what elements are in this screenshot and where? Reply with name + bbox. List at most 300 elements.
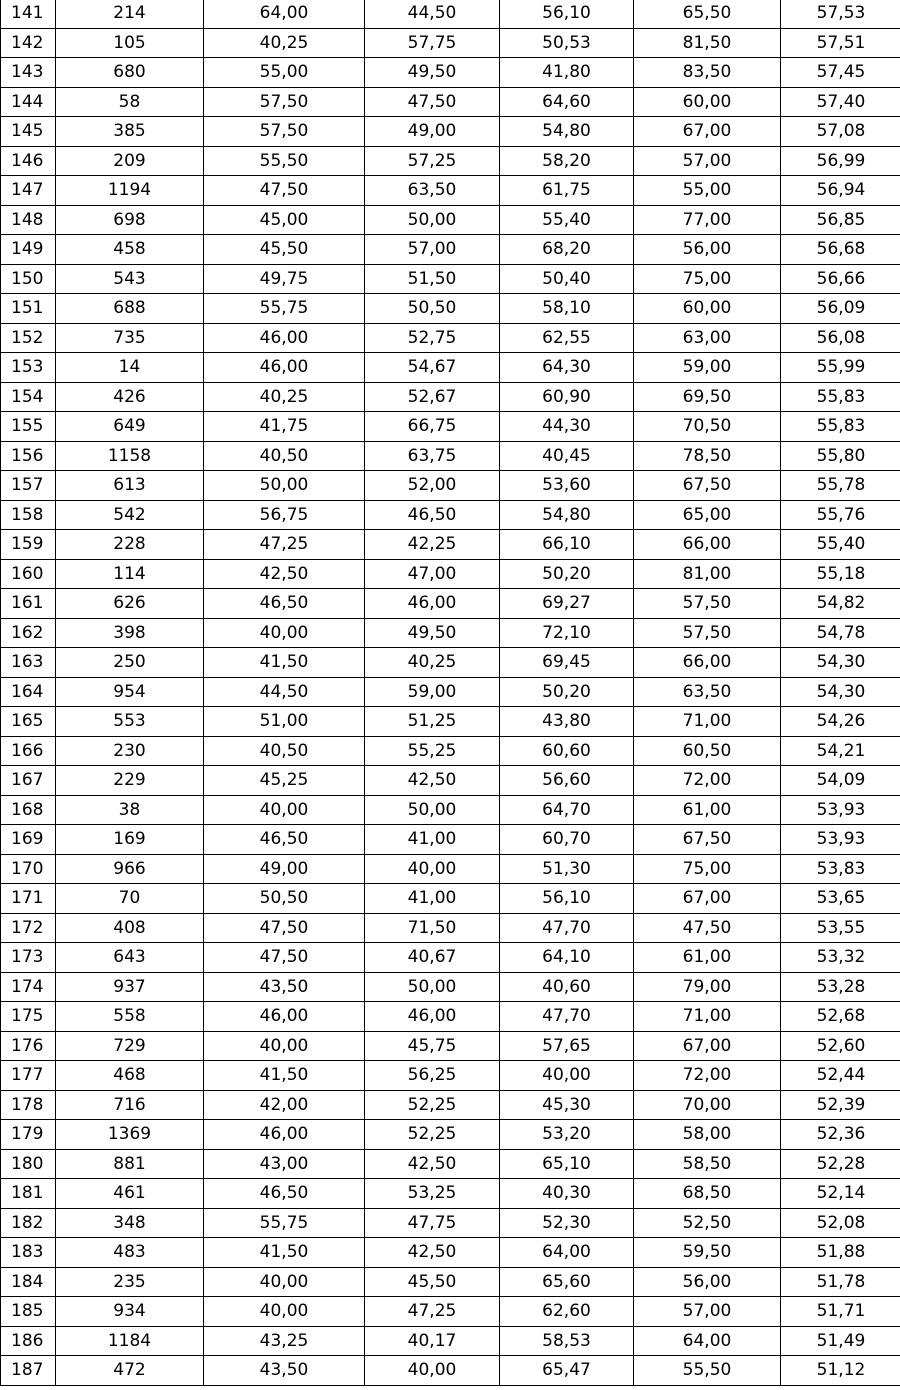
value-cell: 50,00: [365, 795, 500, 825]
table-row: [1, 1031, 900, 1061]
value-cell: 60,70: [500, 825, 634, 855]
value-cell: 65,60: [500, 1267, 634, 1297]
value-cell: 50,20: [500, 559, 634, 589]
value-cell: 72,10: [500, 618, 634, 648]
value-cell: 46,50: [204, 825, 365, 855]
value-cell: 60,50: [634, 736, 781, 766]
row-number-cell: 180: [1, 1149, 56, 1179]
table-row: [1, 235, 900, 265]
value-cell: 58,53: [500, 1326, 634, 1356]
id-cell: 698: [56, 205, 204, 235]
value-cell: 51,00: [204, 707, 365, 737]
value-cell: 59,50: [634, 1238, 781, 1268]
row-number-cell: 184: [1, 1267, 56, 1297]
table-row: [1, 1356, 900, 1386]
average-cell: 56,09: [781, 294, 900, 324]
value-cell: 42,50: [204, 559, 365, 589]
row-number-cell: 183: [1, 1238, 56, 1268]
id-cell: 229: [56, 766, 204, 796]
value-cell: 52,00: [365, 471, 500, 501]
value-cell: 75,00: [634, 264, 781, 294]
table-row: [1, 1297, 900, 1327]
value-cell: 57,50: [634, 589, 781, 619]
value-cell: 56,75: [204, 500, 365, 530]
table-row: [1, 1090, 900, 1120]
value-cell: 56,10: [500, 0, 634, 28]
table-row: [1, 0, 900, 28]
value-cell: 47,75: [365, 1208, 500, 1238]
average-cell: 53,32: [781, 943, 900, 973]
row-number-cell: 164: [1, 677, 56, 707]
average-cell: 52,44: [781, 1061, 900, 1091]
row-number-cell: 155: [1, 412, 56, 442]
table-row: [1, 559, 900, 589]
average-cell: 52,60: [781, 1031, 900, 1061]
value-cell: 64,60: [500, 87, 634, 117]
row-number-cell: 147: [1, 176, 56, 206]
value-cell: 40,30: [500, 1179, 634, 1209]
value-cell: 66,75: [365, 412, 500, 442]
value-cell: 54,67: [365, 353, 500, 383]
value-cell: 46,50: [204, 1179, 365, 1209]
value-cell: 60,00: [634, 87, 781, 117]
value-cell: 40,00: [204, 1297, 365, 1327]
average-cell: 51,71: [781, 1297, 900, 1327]
table-row: [1, 28, 900, 58]
value-cell: 71,50: [365, 913, 500, 943]
value-cell: 40,00: [204, 795, 365, 825]
average-cell: 54,30: [781, 677, 900, 707]
value-cell: 41,00: [365, 825, 500, 855]
value-cell: 42,00: [204, 1090, 365, 1120]
id-cell: 729: [56, 1031, 204, 1061]
row-number-cell: 170: [1, 854, 56, 884]
value-cell: 40,00: [204, 1267, 365, 1297]
value-cell: 55,00: [204, 58, 365, 88]
row-number-cell: 157: [1, 471, 56, 501]
average-cell: 51,78: [781, 1267, 900, 1297]
average-cell: 57,40: [781, 87, 900, 117]
id-cell: 613: [56, 471, 204, 501]
average-cell: 54,82: [781, 589, 900, 619]
value-cell: 71,00: [634, 707, 781, 737]
average-cell: 55,83: [781, 382, 900, 412]
id-cell: 468: [56, 1061, 204, 1091]
value-cell: 55,50: [634, 1356, 781, 1386]
table-row: [1, 471, 900, 501]
id-cell: 1184: [56, 1326, 204, 1356]
value-cell: 56,10: [500, 884, 634, 914]
table-row: [1, 1149, 900, 1179]
value-cell: 67,00: [634, 884, 781, 914]
average-cell: 57,51: [781, 28, 900, 58]
average-cell: 56,99: [781, 146, 900, 176]
value-cell: 54,80: [500, 500, 634, 530]
value-cell: 50,20: [500, 677, 634, 707]
id-cell: 348: [56, 1208, 204, 1238]
id-cell: 105: [56, 28, 204, 58]
row-number-cell: 148: [1, 205, 56, 235]
value-cell: 47,70: [500, 1002, 634, 1032]
value-cell: 63,50: [634, 677, 781, 707]
table-row: [1, 972, 900, 1002]
table-row: [1, 766, 900, 796]
value-cell: 67,00: [634, 117, 781, 147]
id-cell: 966: [56, 854, 204, 884]
value-cell: 69,50: [634, 382, 781, 412]
row-number-cell: 178: [1, 1090, 56, 1120]
row-number-cell: 182: [1, 1208, 56, 1238]
average-cell: 52,39: [781, 1090, 900, 1120]
value-cell: 40,25: [365, 648, 500, 678]
value-cell: 67,00: [634, 1031, 781, 1061]
value-cell: 58,00: [634, 1120, 781, 1150]
value-cell: 41,50: [204, 1061, 365, 1091]
id-cell: 70: [56, 884, 204, 914]
value-cell: 46,00: [204, 1120, 365, 1150]
average-cell: 57,45: [781, 58, 900, 88]
id-cell: 230: [56, 736, 204, 766]
value-cell: 57,50: [634, 618, 781, 648]
value-cell: 62,60: [500, 1297, 634, 1327]
value-cell: 66,00: [634, 530, 781, 560]
value-cell: 58,20: [500, 146, 634, 176]
id-cell: 114: [56, 559, 204, 589]
table-row: [1, 412, 900, 442]
row-number-cell: 169: [1, 825, 56, 855]
id-cell: 643: [56, 943, 204, 973]
id-cell: 688: [56, 294, 204, 324]
value-cell: 56,25: [365, 1061, 500, 1091]
value-cell: 64,00: [634, 1326, 781, 1356]
row-number-cell: 175: [1, 1002, 56, 1032]
row-number-cell: 172: [1, 913, 56, 943]
value-cell: 40,00: [365, 1356, 500, 1386]
value-cell: 70,00: [634, 1090, 781, 1120]
value-cell: 54,80: [500, 117, 634, 147]
table-row: [1, 913, 900, 943]
id-cell: 716: [56, 1090, 204, 1120]
value-cell: 46,00: [365, 1002, 500, 1032]
id-cell: 934: [56, 1297, 204, 1327]
value-cell: 72,00: [634, 766, 781, 796]
value-cell: 47,00: [365, 559, 500, 589]
table-row: [1, 618, 900, 648]
value-cell: 50,00: [365, 205, 500, 235]
average-cell: 54,30: [781, 648, 900, 678]
average-cell: 55,80: [781, 441, 900, 471]
table-row: [1, 500, 900, 530]
id-cell: 881: [56, 1149, 204, 1179]
row-number-cell: 156: [1, 441, 56, 471]
average-cell: 52,08: [781, 1208, 900, 1238]
table-row: [1, 294, 900, 324]
value-cell: 47,50: [365, 87, 500, 117]
average-cell: 57,53: [781, 0, 900, 28]
value-cell: 40,00: [365, 854, 500, 884]
value-cell: 66,00: [634, 648, 781, 678]
value-cell: 52,67: [365, 382, 500, 412]
value-cell: 45,00: [204, 205, 365, 235]
table-row: [1, 795, 900, 825]
table-row: [1, 58, 900, 88]
value-cell: 40,00: [204, 1031, 365, 1061]
value-cell: 43,25: [204, 1326, 365, 1356]
value-cell: 60,00: [634, 294, 781, 324]
value-cell: 52,25: [365, 1090, 500, 1120]
average-cell: 55,76: [781, 500, 900, 530]
value-cell: 40,00: [204, 618, 365, 648]
value-cell: 79,00: [634, 972, 781, 1002]
average-cell: 56,94: [781, 176, 900, 206]
row-number-cell: 146: [1, 146, 56, 176]
value-cell: 40,00: [500, 1061, 634, 1091]
average-cell: 54,78: [781, 618, 900, 648]
average-cell: 51,49: [781, 1326, 900, 1356]
value-cell: 57,75: [365, 28, 500, 58]
value-cell: 72,00: [634, 1061, 781, 1091]
value-cell: 44,30: [500, 412, 634, 442]
id-cell: 1194: [56, 176, 204, 206]
value-cell: 77,00: [634, 205, 781, 235]
id-cell: 937: [56, 972, 204, 1002]
value-cell: 52,30: [500, 1208, 634, 1238]
id-cell: 461: [56, 1179, 204, 1209]
id-cell: 543: [56, 264, 204, 294]
table-row: [1, 176, 900, 206]
value-cell: 56,00: [634, 235, 781, 265]
value-cell: 63,75: [365, 441, 500, 471]
table-row: [1, 353, 900, 383]
table-row: [1, 441, 900, 471]
value-cell: 81,50: [634, 28, 781, 58]
row-number-cell: 166: [1, 736, 56, 766]
value-cell: 40,67: [365, 943, 500, 973]
row-number-cell: 154: [1, 382, 56, 412]
table-row: [1, 1326, 900, 1356]
value-cell: 49,00: [365, 117, 500, 147]
value-cell: 50,53: [500, 28, 634, 58]
average-cell: 54,21: [781, 736, 900, 766]
value-cell: 64,10: [500, 943, 634, 973]
average-cell: 55,40: [781, 530, 900, 560]
value-cell: 47,50: [204, 176, 365, 206]
table-row: [1, 323, 900, 353]
average-cell: 56,68: [781, 235, 900, 265]
average-cell: 52,68: [781, 1002, 900, 1032]
value-cell: 47,25: [204, 530, 365, 560]
value-cell: 64,00: [204, 0, 365, 28]
id-cell: 38: [56, 795, 204, 825]
average-cell: 53,93: [781, 795, 900, 825]
value-cell: 64,00: [500, 1238, 634, 1268]
value-cell: 45,50: [365, 1267, 500, 1297]
value-cell: 53,60: [500, 471, 634, 501]
table-row: [1, 677, 900, 707]
table-body: [1, 0, 900, 1385]
table-row: [1, 1238, 900, 1268]
average-cell: 55,78: [781, 471, 900, 501]
value-cell: 52,25: [365, 1120, 500, 1150]
value-cell: 40,45: [500, 441, 634, 471]
average-cell: 56,08: [781, 323, 900, 353]
value-cell: 57,25: [365, 146, 500, 176]
value-cell: 60,60: [500, 736, 634, 766]
value-cell: 45,75: [365, 1031, 500, 1061]
table-row: [1, 1061, 900, 1091]
id-cell: 680: [56, 58, 204, 88]
value-cell: 55,75: [204, 1208, 365, 1238]
average-cell: 52,28: [781, 1149, 900, 1179]
value-cell: 47,50: [204, 913, 365, 943]
value-cell: 46,50: [204, 589, 365, 619]
value-cell: 41,50: [204, 648, 365, 678]
value-cell: 81,00: [634, 559, 781, 589]
table-row: [1, 825, 900, 855]
value-cell: 46,00: [204, 1002, 365, 1032]
value-cell: 42,50: [365, 1238, 500, 1268]
value-cell: 51,25: [365, 707, 500, 737]
value-cell: 64,70: [500, 795, 634, 825]
table-row: [1, 146, 900, 176]
value-cell: 46,00: [365, 589, 500, 619]
average-cell: 53,65: [781, 884, 900, 914]
value-cell: 68,20: [500, 235, 634, 265]
table-row: [1, 1002, 900, 1032]
id-cell: 426: [56, 382, 204, 412]
value-cell: 41,75: [204, 412, 365, 442]
value-cell: 78,50: [634, 441, 781, 471]
id-cell: 483: [56, 1238, 204, 1268]
value-cell: 40,60: [500, 972, 634, 1002]
value-cell: 64,30: [500, 353, 634, 383]
value-cell: 65,10: [500, 1149, 634, 1179]
average-cell: 55,18: [781, 559, 900, 589]
row-number-cell: 185: [1, 1297, 56, 1327]
value-cell: 41,80: [500, 58, 634, 88]
average-cell: 51,12: [781, 1356, 900, 1386]
value-cell: 41,00: [365, 884, 500, 914]
value-cell: 43,50: [204, 972, 365, 1002]
value-cell: 56,00: [634, 1267, 781, 1297]
value-cell: 43,50: [204, 1356, 365, 1386]
id-cell: 169: [56, 825, 204, 855]
id-cell: 954: [56, 677, 204, 707]
row-number-cell: 174: [1, 972, 56, 1002]
value-cell: 65,00: [634, 500, 781, 530]
id-cell: 209: [56, 146, 204, 176]
table-row: [1, 648, 900, 678]
id-cell: 235: [56, 1267, 204, 1297]
value-cell: 67,50: [634, 471, 781, 501]
value-cell: 57,00: [634, 146, 781, 176]
table-row: [1, 707, 900, 737]
value-cell: 59,00: [365, 677, 500, 707]
value-cell: 40,25: [204, 28, 365, 58]
value-cell: 61,00: [634, 795, 781, 825]
row-number-cell: 161: [1, 589, 56, 619]
table-row: [1, 382, 900, 412]
row-number-cell: 141: [1, 0, 56, 28]
value-cell: 57,50: [204, 87, 365, 117]
row-number-cell: 165: [1, 707, 56, 737]
value-cell: 57,50: [204, 117, 365, 147]
value-cell: 42,25: [365, 530, 500, 560]
value-cell: 55,25: [365, 736, 500, 766]
value-cell: 66,10: [500, 530, 634, 560]
value-cell: 46,00: [204, 323, 365, 353]
row-number-cell: 149: [1, 235, 56, 265]
value-cell: 55,00: [634, 176, 781, 206]
average-cell: 56,85: [781, 205, 900, 235]
row-number-cell: 144: [1, 87, 56, 117]
value-cell: 45,25: [204, 766, 365, 796]
value-cell: 50,00: [204, 471, 365, 501]
value-cell: 45,30: [500, 1090, 634, 1120]
row-number-cell: 150: [1, 264, 56, 294]
row-number-cell: 153: [1, 353, 56, 383]
id-cell: 553: [56, 707, 204, 737]
row-number-cell: 142: [1, 28, 56, 58]
table-row: [1, 884, 900, 914]
value-cell: 69,27: [500, 589, 634, 619]
value-cell: 50,50: [204, 884, 365, 914]
row-number-cell: 151: [1, 294, 56, 324]
average-cell: 54,09: [781, 766, 900, 796]
value-cell: 57,00: [365, 235, 500, 265]
value-cell: 49,50: [365, 58, 500, 88]
average-cell: 54,26: [781, 707, 900, 737]
value-cell: 61,00: [634, 943, 781, 973]
average-cell: 53,93: [781, 825, 900, 855]
value-cell: 53,20: [500, 1120, 634, 1150]
value-cell: 46,00: [204, 353, 365, 383]
row-number-cell: 167: [1, 766, 56, 796]
value-cell: 47,50: [634, 913, 781, 943]
value-cell: 59,00: [634, 353, 781, 383]
row-number-cell: 145: [1, 117, 56, 147]
value-cell: 55,40: [500, 205, 634, 235]
table-row: [1, 1120, 900, 1150]
id-cell: 558: [56, 1002, 204, 1032]
average-cell: 55,99: [781, 353, 900, 383]
id-cell: 735: [56, 323, 204, 353]
id-cell: 14: [56, 353, 204, 383]
average-cell: 51,88: [781, 1238, 900, 1268]
value-cell: 63,00: [634, 323, 781, 353]
table-row: [1, 205, 900, 235]
table-row: [1, 1179, 900, 1209]
value-cell: 55,75: [204, 294, 365, 324]
value-cell: 40,25: [204, 382, 365, 412]
value-cell: 65,50: [634, 0, 781, 28]
value-cell: 71,00: [634, 1002, 781, 1032]
id-cell: 385: [56, 117, 204, 147]
id-cell: 1369: [56, 1120, 204, 1150]
value-cell: 47,70: [500, 913, 634, 943]
value-cell: 61,75: [500, 176, 634, 206]
value-cell: 53,25: [365, 1179, 500, 1209]
value-cell: 40,50: [204, 441, 365, 471]
average-cell: 56,66: [781, 264, 900, 294]
row-number-cell: 171: [1, 884, 56, 914]
value-cell: 65,47: [500, 1356, 634, 1386]
value-cell: 52,75: [365, 323, 500, 353]
table-row: [1, 117, 900, 147]
value-cell: 57,65: [500, 1031, 634, 1061]
value-cell: 49,00: [204, 854, 365, 884]
row-number-cell: 159: [1, 530, 56, 560]
